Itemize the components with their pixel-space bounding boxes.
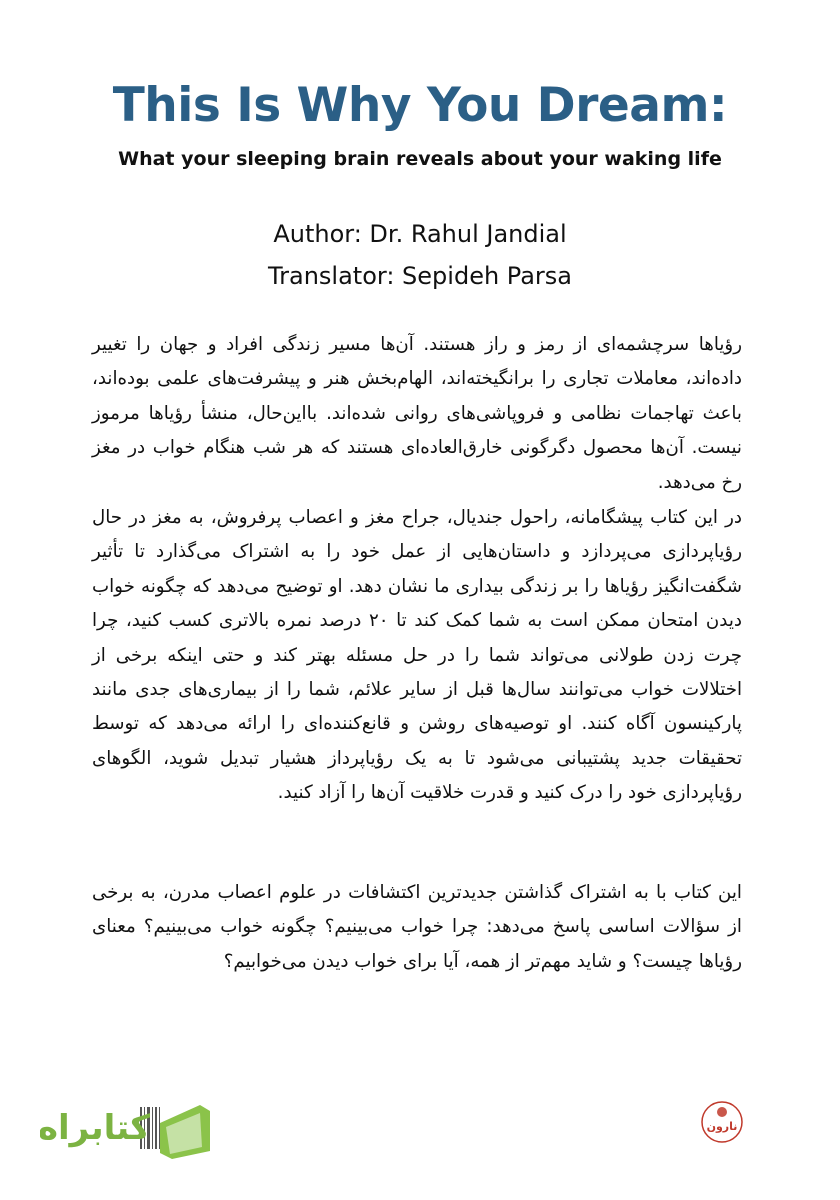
narvan-logo-graphic (700, 1100, 744, 1144)
description-paragraph: این کتاب با به اشتراک گذاشتن جدیدترین اکتشافات در علوم اعصاب مدرن، به برخی از سؤالات اساسی پاسخ می‌دهد: چرا خواب می‌بینیم؟ چگونه خواب می‌بینیم؟ معنای رؤیاها چیست؟ و شاید مهم‌تر از همه، آیا برای خواب دیدن می‌خوابیم؟ (92, 882, 742, 972)
narvan-logo-text: نارون (706, 1120, 738, 1133)
ketabrah-logo-text: کتابراه (40, 1108, 150, 1148)
book-title: This Is Why You Dream: (112, 78, 728, 133)
book-subtitle: What your sleeping brain reveals about your waking life (118, 148, 722, 170)
ketabrah-logo-graphic (40, 1093, 230, 1163)
author-line: Author: Dr. Rahul Jandial (273, 220, 567, 248)
description-paragraph: رؤیاها سرچشمه‌ای از رمز و راز هستند. آن‌ها مسیر زندگی افراد و جهان را تغییر داده‌اند، معاملات تجاری را برانگیخته‌اند، الهام‌بخش هنر و پیشرفت‌های علمی بوده‌اند، باعث تهاجمات نظامی و فروپاشی‌های روانی شده‌اند. بااین‌حال، منشأ رؤیاها مرموز نیست. آن‌ها محصول دگرگونی خارق‌العاده‌ای هستند که هر شب هنگام خواب در مغز رخ می‌دهد. (92, 334, 742, 493)
narvan-logo (700, 1100, 744, 1144)
ketabrah-logo (40, 1093, 230, 1163)
translator-line: Translator: Sepideh Parsa (268, 262, 572, 290)
description-paragraph: در این کتاب پیشگامانه، راحول جندیال، جراح مغز و اعصاب پرفروش، به مغز در حال رؤیاپردازی می‌پردازد و داستان‌هایی از عمل خود را به اشتراک می‌گذارد تا تأثیر شگفت‌انگیز رؤیاها را بر زندگی بیداری ما نشان دهد. او توضیح می‌دهد که چگونه خواب دیدن امتحان ممکن است به شما کمک کند تا ۲۰ درصد نمره بالاتری کسب کنید، چرا چرت زدن طولانی می‌تواند شما را در حل مسئله بهتر کند و حتی اینکه برخی از اختلالات خواب می‌توانند سال‌ها قبل از سایر علائم، شما را از بیماری‌های جدی مانند پارکینسون آگاه کنند. او توصیه‌های روشن و قانع‌کننده‌ای را ارائه می‌دهد که توسط تحقیقات جدید پشتیبانی می‌شود تا به یک رؤیاپرداز هشیار تبدیل شوید، الگوهای رؤیاپردازی خود را درک کنید و قدرت خلاقیت آن‌ها را آزاد کنید. (92, 507, 743, 804)
